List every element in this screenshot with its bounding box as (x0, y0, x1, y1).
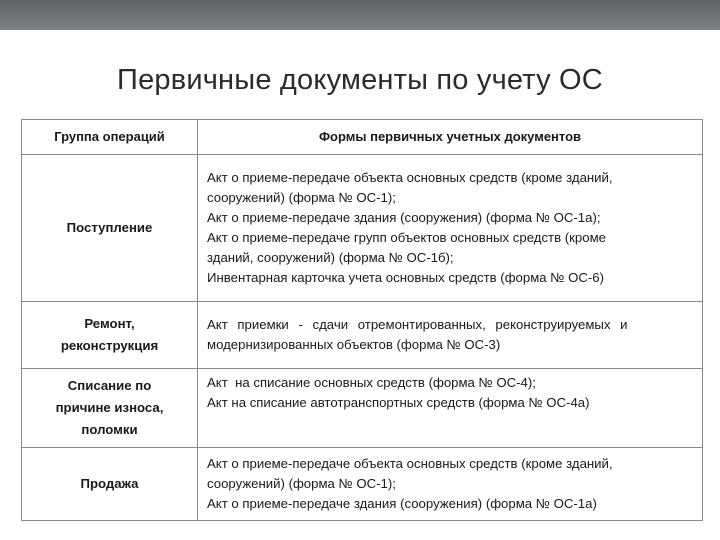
table-header-row (22, 120, 703, 155)
form-line: Акт на списание автотранспортных средств (форма № ОС-4а) (207, 395, 590, 410)
form-line: зданий, сооружений) (форма № ОС-1б); (207, 250, 454, 265)
table-row (22, 369, 703, 448)
group-label: реконструкция (60, 338, 159, 353)
group-cell-repair (22, 302, 198, 369)
table-row (22, 302, 703, 369)
slide-title: Первичные документы по учету ОС (117, 64, 603, 96)
forms-cell-writeoff (198, 369, 703, 448)
forms-cell-receipt (198, 155, 703, 302)
documents-table (21, 119, 703, 521)
form-line: Акт о приеме-передаче объекта основных средств (кроме зданий, (207, 170, 613, 185)
header-operation-group: Группа операций (22, 120, 198, 155)
group-label: поломки (81, 422, 138, 437)
group-label: Ремонт, (84, 316, 135, 331)
group-label: Списание по (67, 378, 152, 393)
table-row (22, 448, 703, 521)
form-line: сооружений) (форма № ОС-1); (207, 190, 396, 205)
group-cell-receipt (22, 155, 198, 302)
form-line: модернизированных объектов (форма № ОС-3) (207, 337, 501, 352)
form-line: Акт о приеме-передаче групп объектов основных средств (кроме (207, 230, 606, 245)
group-label: Поступление (66, 220, 153, 235)
group-cell-writeoff (22, 369, 198, 448)
table-row (22, 155, 703, 302)
form-word: Акт приемки - сдачи отремонтированных, реконструируемых и (207, 317, 628, 332)
form-line: Акт о приеме-передаче объекта основных средств (кроме зданий, (207, 456, 613, 471)
header-document-forms: Формы первичных учетных документов (198, 120, 703, 155)
group-label: причине износа, (55, 400, 164, 415)
forms-cell-repair (198, 302, 703, 369)
form-line (207, 315, 694, 335)
form-line: Акт о приеме-передаче здания (сооружения) (форма № ОС-1а); (207, 210, 601, 225)
forms-cell-sale (198, 448, 703, 521)
form-line: сооружений) (форма № ОС-1); (207, 476, 396, 491)
form-line: Акт о приеме-передаче здания (сооружения) (форма № ОС-1а) (207, 496, 597, 511)
group-label: Продажа (80, 476, 139, 491)
form-line: Акт на списание основных средств (форма № ОС-4); (207, 375, 536, 390)
form-line: Инвентарная карточка учета основных средств (форма № ОС-6) (207, 270, 604, 285)
group-cell-sale (22, 448, 198, 521)
top-banner-bar (0, 0, 720, 30)
